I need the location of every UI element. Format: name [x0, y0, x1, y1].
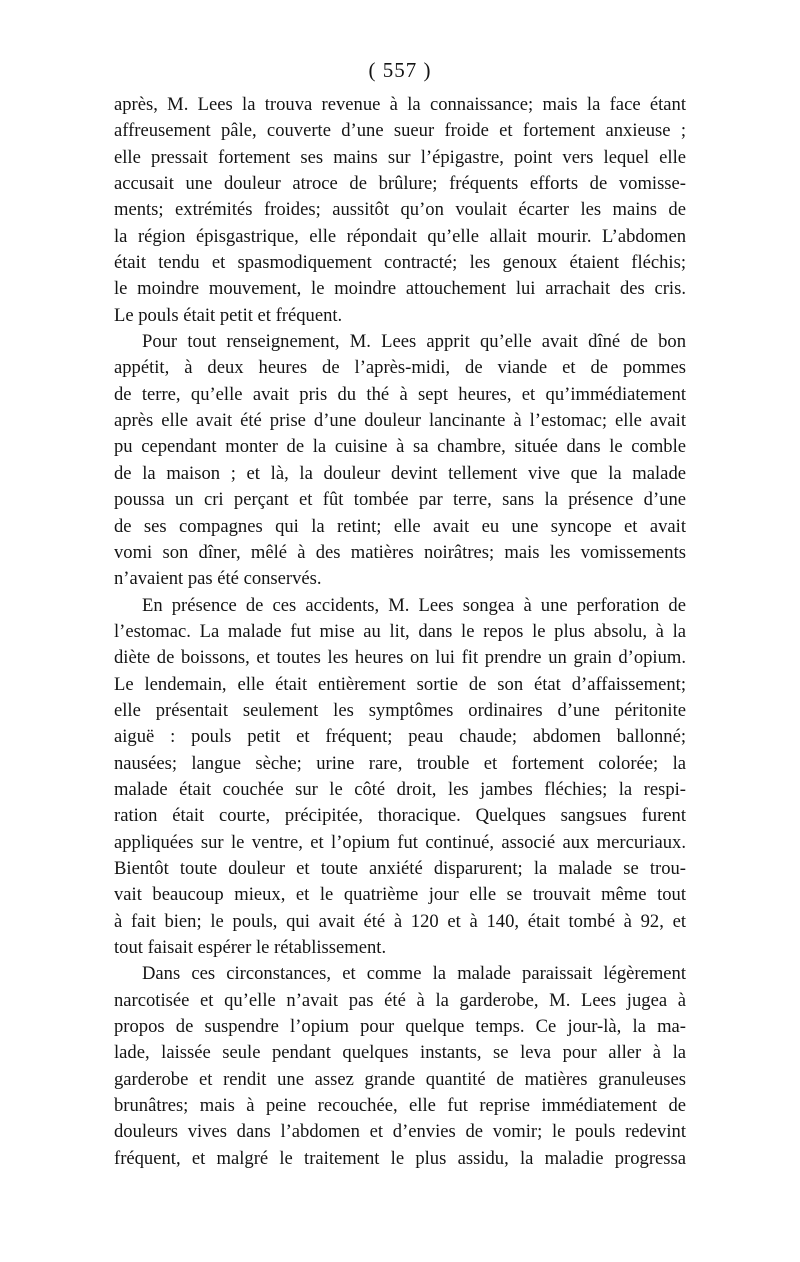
text-line: En présence de ces accidents, M. Lees songea à une perforation de	[142, 594, 686, 616]
text-line: brunâtres; mais à peine recouchée, elle fut reprise immédiatement de	[114, 1095, 686, 1117]
text-line: malade était couchée sur le côté droit, les jambes fléchies; la respi-	[114, 778, 686, 800]
text-line: Le lendemain, elle était entièrement sortie de son état d’affaissement;	[114, 673, 686, 695]
text-line: vait beaucoup mieux, et le quatrième jour elle se trouvait même tout	[114, 884, 686, 906]
text-line: Bientôt toute douleur et toute anxiété disparurent; la malade se trou-	[114, 857, 686, 879]
text-line: pu cependant monter de la cuisine à sa chambre, située dans le comble	[114, 436, 686, 458]
text-line: propos de suspendre l’opium pour quelque temps. Ce jour-là, la ma-	[114, 1016, 686, 1038]
text-line: douleurs vives dans l’abdomen et d’envies de vomir; le pouls redevint	[114, 1121, 686, 1143]
text-line: ments; extrémités froides; aussitôt qu’on voulait écarter les mains de	[114, 199, 686, 221]
text-line: de la maison ; et là, la douleur devint tellement vive que la malade	[114, 462, 686, 484]
text-line: elle présentait seulement les symptômes ordinaires d’une péritonite	[114, 699, 686, 721]
text-line: aiguë : pouls petit et fréquent; peau chaude; abdomen ballonné;	[114, 726, 686, 748]
text-line: de terre, qu’elle avait pris du thé à sept heures, et qu’immédiatement	[114, 383, 686, 405]
text-line: elle pressait fortement ses mains sur l’épigastre, point vers lequel elle	[114, 146, 686, 168]
text-line: affreusement pâle, couverte d’une sueur froide et fortement anxieuse ;	[114, 120, 686, 142]
text-line: à fait bien; le pouls, qui avait été à 120 et à 140, était tombé à 92, et	[114, 910, 686, 932]
text-line: garderobe et rendit une assez grande quantité de matières granuleuses	[114, 1068, 686, 1090]
text-line: n’avaient pas été conservés.	[114, 568, 322, 590]
text-line: vomi son dîner, mêlé à des matières noirâtres; mais les vomissements	[114, 541, 686, 563]
text-line: nausées; langue sèche; urine rare, trouble et fortement colorée; la	[114, 752, 686, 774]
text-line: après, M. Lees la trouva revenue à la connaissance; mais la face étant	[114, 94, 686, 115]
text-line: l’estomac. La malade fut mise au lit, dans le repos le plus absolu, à la	[114, 620, 686, 642]
text-line: accusait une douleur atroce de brûlure; fréquents efforts de vomisse-	[114, 173, 686, 195]
text-line: de ses compagnes qui la retint; elle avait eu une syncope et avait	[114, 515, 686, 537]
page-number: ( 557 )	[368, 58, 432, 82]
text-line: la région épisgastrique, elle répondait qu’elle allait mourir. L’abdomen	[114, 225, 686, 247]
paragraph	[114, 593, 686, 962]
text-line: diète de boissons, et toutes les heures on lui fit prendre un grain d’opium.	[114, 647, 686, 669]
text-line: narcotisée et qu’elle n’avait pas été à la garderobe, M. Lees jugea à	[114, 989, 686, 1011]
text-line: fréquent, et malgré le traitement le plus assidu, la maladie progressa	[114, 1147, 686, 1169]
text-line: appliquées sur le ventre, et l’opium fut continué, associé aux mercuriaux.	[114, 831, 686, 853]
paragraph	[114, 92, 686, 329]
text-line: lade, laissée seule pendant quelques instants, se leva pour aller à la	[114, 1042, 686, 1064]
paragraph	[114, 961, 686, 1172]
paragraph	[114, 329, 686, 592]
body-text	[114, 92, 686, 1172]
text-line: Pour tout renseignement, M. Lees apprit qu’elle avait dîné de bon	[142, 331, 686, 353]
text-line: ration était courte, précipitée, thoracique. Quelques sangsues furent	[114, 805, 686, 827]
text-line: tout faisait espérer le rétablissement.	[114, 937, 387, 958]
text-line: Dans ces circonstances, et comme la malade paraissait légèrement	[142, 963, 686, 985]
text-line: était tendu et spasmodiquement contracté; les genoux étaient fléchis;	[114, 252, 686, 274]
text-line: après elle avait été prise d’une douleur lancinante à l’estomac; elle avait	[114, 410, 686, 432]
text-line: le moindre mouvement, le moindre attouchement lui arrachait des cris.	[114, 278, 686, 300]
text-line: appétit, à deux heures de l’après-midi, de viande et de pommes	[114, 357, 686, 379]
text-line: poussa un cri perçant et fût tombée par terre, sans la présence d’une	[114, 489, 686, 511]
text-line: Le pouls était petit et fréquent.	[114, 304, 343, 326]
